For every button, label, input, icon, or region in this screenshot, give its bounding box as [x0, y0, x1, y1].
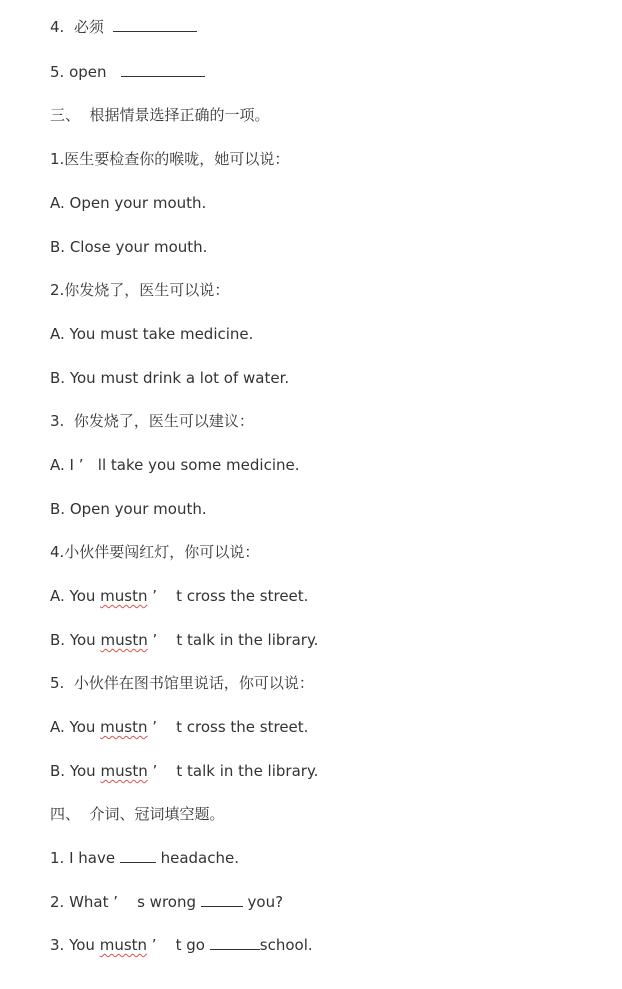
sentence-text: 2. What ’ s wrong	[50, 893, 201, 911]
question-4-option-a	[50, 586, 308, 606]
option-text: ’ t talk in the library.	[147, 762, 319, 780]
option-text: B. You	[50, 631, 101, 649]
answer-blank	[120, 848, 156, 863]
question-1	[50, 149, 289, 169]
vocab-item-5-text: 5. open	[50, 63, 121, 81]
answer-blank	[201, 892, 243, 907]
option-text: ’ t cross the street.	[147, 718, 309, 736]
section-3-heading-text: 三、 根据情景选择正确的一项。	[50, 106, 270, 124]
option-text: ’ t talk in the library.	[147, 631, 319, 649]
spellcheck-word: mustn	[100, 762, 148, 780]
question-2-option-b	[50, 368, 289, 388]
section-4-heading	[50, 804, 225, 824]
vocab-item-5	[50, 62, 205, 82]
option-text: A. You	[50, 587, 101, 605]
spellcheck-word: mustn	[100, 631, 148, 649]
fill-blank-3	[50, 935, 313, 955]
question-2	[50, 280, 229, 300]
option-text: B. Open your mouth.	[50, 500, 207, 518]
option-text: A. Open your mouth.	[50, 194, 207, 212]
option-text: A. You must take medicine.	[50, 325, 254, 343]
sentence-text: 3. You	[50, 936, 100, 954]
question-5-option-a	[50, 717, 308, 737]
option-text: B. You must drink a lot of water.	[50, 369, 290, 387]
option-text: B. Close your mouth.	[50, 238, 208, 256]
question-2-option-a	[50, 324, 253, 344]
question-1-option-a	[50, 193, 206, 213]
option-text: B. You	[50, 762, 101, 780]
question-5-text: 5. 小伙伴在图书馆里说话，你可以说：	[50, 674, 314, 692]
question-3-option-a	[50, 455, 300, 475]
answer-blank	[121, 62, 205, 77]
sentence-text: you?	[242, 893, 284, 911]
sentence-text: 1. I have	[50, 849, 120, 867]
section-4-heading-text: 四、 介词、冠词填空题。	[50, 805, 225, 823]
option-text: A. I ’ ll take you some medicine.	[50, 456, 300, 474]
question-2-text: 2.你发烧了，医生可以说：	[50, 281, 230, 299]
question-4	[50, 542, 259, 562]
fill-blank-1	[50, 848, 239, 868]
option-text: A. You	[50, 718, 101, 736]
sentence-text: ’ t go	[147, 936, 210, 954]
answer-blank	[113, 17, 197, 32]
answer-blank	[210, 935, 260, 950]
sentence-text: school.	[259, 936, 313, 954]
vocab-item-4	[50, 17, 197, 37]
question-5	[50, 673, 314, 693]
sentence-text: headache.	[155, 849, 240, 867]
question-4-text: 4.小伙伴要闯红灯，你可以说：	[50, 543, 260, 561]
question-3-option-b	[50, 499, 207, 519]
vocab-item-4-text: 4. 必须	[50, 18, 114, 36]
fill-blank-2	[50, 892, 283, 912]
option-text: ’ t cross the street.	[147, 587, 309, 605]
question-4-option-b	[50, 630, 318, 650]
question-5-option-b	[50, 761, 318, 781]
spellcheck-word: mustn	[100, 718, 148, 736]
question-3	[50, 411, 254, 431]
spellcheck-word: mustn	[99, 936, 148, 954]
question-1-option-b	[50, 237, 207, 257]
question-3-text: 3. 你发烧了，医生可以建议：	[50, 412, 254, 430]
question-1-text: 1.医生要检查你的喉咙，她可以说：	[50, 150, 290, 168]
spellcheck-word: mustn	[100, 587, 148, 605]
section-3-heading	[50, 105, 270, 125]
